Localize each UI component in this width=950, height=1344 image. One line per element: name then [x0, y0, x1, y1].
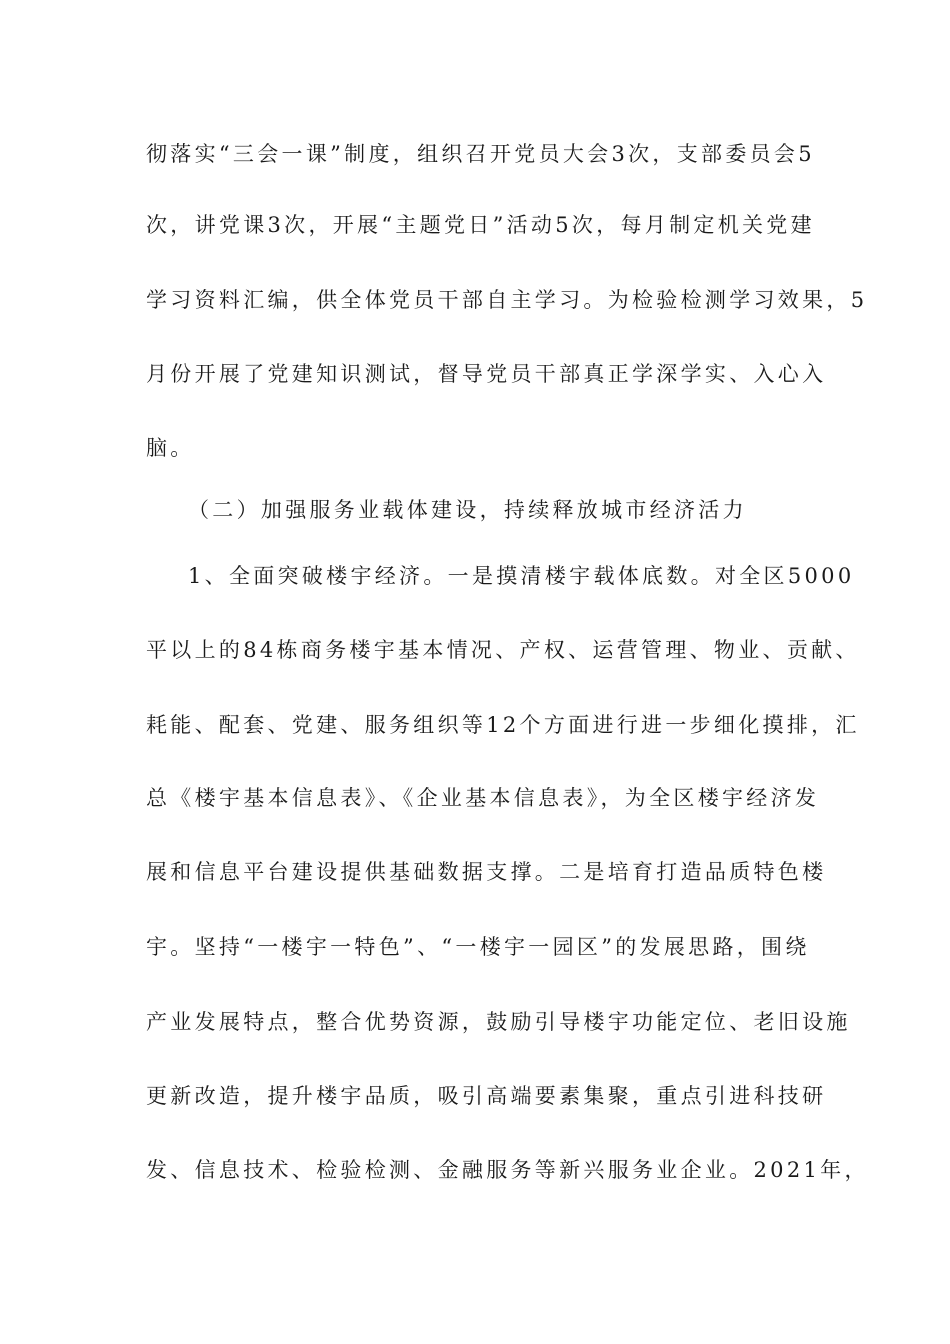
body-text-line: 宇。坚持“一楼宇一特色”、“一楼宇一园区”的发展思路，围绕	[146, 935, 810, 959]
body-text-line: 次，讲党课3次，开展“主题党日”活动5次，每月制定机关党建	[146, 213, 815, 237]
section-heading: （二）加强服务业载体建设，持续释放城市经济活力	[188, 498, 747, 522]
body-text-line: 展和信息平台建设提供基础数据支撑。二是培育打造品质特色楼	[146, 860, 827, 884]
body-text-line: 发、信息技术、检验检测、金融服务等新兴服务业企业。2021年，	[146, 1158, 869, 1182]
body-text-line: 总《楼宇基本信息表》、《企业基本信息表》，为全区楼宇经济发	[146, 786, 820, 810]
body-text-line: 学习资料汇编，供全体党员干部自主学习。为检验检测学习效果，5	[146, 288, 868, 312]
body-text-line: 脑。	[146, 436, 195, 460]
body-text-line: 耗能、配套、党建、服务组织等12个方面进行进一步细化摸排，汇	[146, 713, 860, 737]
body-text-line: 月份开展了党建知识测试，督导党员干部真正学深学实、入心入	[146, 362, 827, 386]
body-text-line: 平以上的84栋商务楼宇基本情况、产权、运营管理、物业、贡献、	[146, 638, 860, 662]
body-text-line: 产业发展特点，整合优势资源，鼓励引导楼宇功能定位、老旧设施	[146, 1010, 851, 1034]
body-text-line: 更新改造，提升楼宇品质，吸引高端要素集聚，重点引进科技研	[146, 1084, 827, 1108]
body-text-line: 彻落实“三会一课”制度，组织召开党员大会3次，支部委员会5	[146, 142, 815, 166]
body-text-line: 1、全面突破楼宇经济。一是摸清楼宇载体底数。对全区5000	[188, 564, 855, 588]
